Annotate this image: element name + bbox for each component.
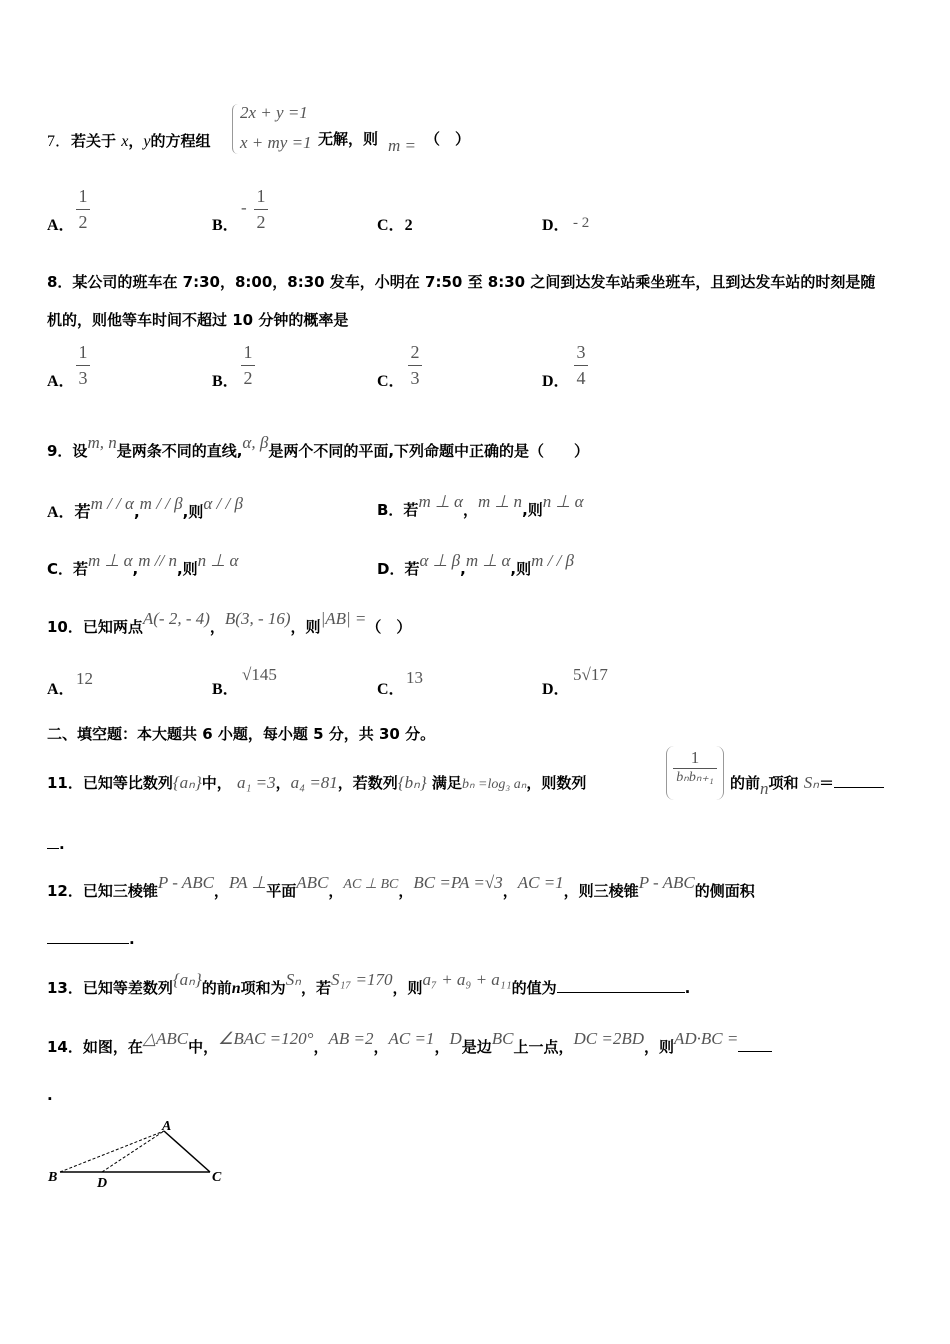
text: 满足: [431, 774, 462, 792]
text: .: [684, 979, 691, 997]
denominator: bₙbₙ₊₁: [676, 770, 714, 785]
math: {aₙ}: [172, 970, 202, 989]
text: ，则: [392, 979, 423, 997]
math: m ⊥ n: [477, 492, 523, 511]
text: 是边: [461, 1038, 492, 1056]
answer-blank[interactable]: [557, 992, 685, 993]
q11-tail: [730, 772, 884, 798]
math: n: [760, 779, 769, 798]
question-9: [47, 433, 590, 461]
math: D: [449, 1029, 462, 1048]
math: AC ⊥ BC: [343, 877, 399, 892]
text: 无解，则: [318, 130, 379, 148]
q9-option-b: B．若m ⊥ α，m ⊥ n,则n ⊥ α: [377, 492, 584, 519]
label-c: C: [212, 1170, 222, 1185]
math: P - ABC: [157, 873, 214, 892]
math: α, β: [242, 433, 269, 452]
question-12: 12．已知三棱锥P - ABC，PA ⊥平面ABC，AC ⊥ BC，BC =PA =√3，AC =1，则三棱锥P - ABC的侧面积: [47, 873, 755, 900]
option-label: D．: [542, 681, 570, 698]
text: 的前: [730, 774, 761, 792]
math: BC: [491, 1029, 514, 1048]
math: m ⊥ α: [418, 492, 463, 511]
option-label: B．: [212, 373, 239, 390]
text: 中，: [188, 1038, 219, 1056]
math: ABC: [296, 873, 329, 892]
fraction: [241, 342, 255, 389]
math: α ⊥ β: [419, 551, 461, 570]
var: y: [143, 133, 151, 150]
answer-blank[interactable]: [834, 787, 884, 788]
question-7: [47, 128, 211, 151]
option-label: C．: [377, 681, 405, 698]
text: 的值为: [511, 979, 557, 997]
math: m / / β: [531, 551, 575, 570]
option-value: 2: [404, 217, 413, 234]
text: ,则: [176, 560, 198, 578]
option-c: [377, 212, 413, 235]
math: S₁₇ =170: [330, 970, 393, 989]
text: .: [129, 930, 135, 948]
q9-option-c: C．若m ⊥ α,m // n,则n ⊥ α: [47, 551, 239, 578]
math: AC =1: [388, 1029, 435, 1048]
math: P - ABC: [638, 873, 695, 892]
option-label: A．: [47, 217, 75, 234]
equation-2: x + my =1: [240, 133, 312, 152]
math: bₙ =log₃ aₙ: [461, 777, 527, 792]
math: m / / α: [90, 494, 134, 513]
numerator: 2: [408, 342, 422, 366]
option-label: C．若: [47, 560, 89, 578]
text: 的方程组: [150, 132, 211, 150]
math: m // n: [138, 551, 177, 570]
text: 中，: [201, 774, 232, 792]
numerator: 3: [574, 342, 588, 366]
point-b: B(3, - 16): [224, 609, 291, 628]
math: △ABC: [142, 1029, 189, 1048]
var: x: [121, 133, 129, 150]
math: m =: [388, 136, 416, 155]
option-value: 5√17: [573, 665, 608, 684]
question-11: 11．已知等比数列{aₙ}中， a₁ =3，a₄ =81，若数列{bₙ} 满足bₙ =log₃ aₙ，则数列: [47, 773, 587, 792]
option-label: A．: [47, 681, 75, 698]
option-label: A．: [47, 373, 75, 390]
text: 12．已知三棱锥: [47, 882, 158, 900]
text: ，若数列: [337, 774, 398, 792]
text: ＝: [819, 774, 835, 792]
var: n: [231, 980, 241, 997]
denominator: 2: [78, 212, 88, 232]
q-number: 7．: [47, 133, 72, 150]
triangle-figure: [40, 1115, 240, 1195]
math: {bₙ}: [397, 773, 427, 792]
text: 14．如图，在: [47, 1038, 143, 1056]
text: ，: [128, 132, 144, 150]
text: .: [47, 1086, 53, 1104]
text: 是两条不同的直线,: [116, 442, 243, 460]
math: m ⊥ α: [88, 551, 133, 570]
math: Sₙ: [803, 773, 820, 792]
answer-blank[interactable]: [738, 1051, 772, 1052]
text: 若关于: [71, 132, 117, 150]
denominator: 3: [410, 368, 420, 388]
numerator: 1: [241, 342, 255, 366]
text: ,则: [182, 503, 204, 521]
fraction: [76, 186, 90, 233]
math: {aₙ}: [172, 773, 202, 792]
q11-end: [47, 835, 65, 853]
denominator: 3: [78, 368, 88, 388]
numerator: 1: [76, 186, 90, 210]
option-label: B．: [212, 217, 239, 234]
option-value: - 2: [573, 215, 590, 231]
math: n ⊥ α: [197, 551, 239, 570]
text: ，若: [300, 979, 331, 997]
fraction: [76, 342, 90, 389]
text: .: [59, 835, 65, 853]
option-label: D．若: [377, 560, 420, 578]
math: AD·BC =: [674, 1029, 739, 1048]
answer-paren: （ ）: [425, 130, 471, 148]
label-b: B: [48, 1170, 58, 1185]
math: AC =1: [517, 873, 564, 892]
math: m ⊥ α: [465, 551, 511, 570]
option-label: D．: [542, 217, 570, 234]
q12-end: [47, 930, 135, 948]
question-14: 14．如图，在△ABC中，∠BAC =120°，AB =2，AC =1，D是边BC上一点，DC =2BD，则AD·BC =: [47, 1036, 772, 1057]
math: PA ⊥: [228, 873, 267, 892]
numerator: 1: [673, 748, 717, 769]
option-label: C．: [377, 373, 405, 390]
text: 是两个不同的平面,下列命题中正确的是（ ）: [268, 442, 590, 460]
math: n ⊥ α: [542, 492, 584, 511]
text: 项和: [768, 774, 799, 792]
question-8-line-2: 机的，则他等车时间不超过 10 分钟的概率是: [47, 311, 349, 329]
question-8-line-1: 8．某公司的班车在 7:30，8:00，8:30 发车，小明在 7:50 至 8:30 之间到达发车站乘坐班车，且到达发车站的时刻是随: [47, 273, 876, 291]
text: 9．设: [47, 442, 88, 460]
answer-paren: （ ）: [366, 618, 412, 636]
question-13: [47, 970, 691, 998]
option-label: B．若: [377, 501, 419, 519]
section-heading: 二、填空题：本大题共 6 小题，每小题 5 分，共 30 分。: [47, 725, 436, 743]
text: ,则: [510, 560, 532, 578]
denominator: 2: [256, 212, 266, 232]
q9-option-a: A．若m / / α,m / / β,则α / / β: [47, 494, 243, 521]
math: m, n: [87, 433, 117, 452]
math: a₇ + a₉ + a₁₁: [422, 970, 512, 989]
q9-option-d: D．若α ⊥ β,m ⊥ α,则m / / β: [377, 551, 575, 578]
denominator: 2: [243, 368, 253, 388]
text: 11．已知等比数列: [47, 774, 173, 792]
segment-ac: [164, 1131, 210, 1172]
math: m / / β: [139, 494, 183, 513]
text: 上一点，: [513, 1038, 574, 1056]
text: 平面: [266, 882, 297, 900]
option-value: √145: [242, 665, 277, 684]
math: ∠BAC =120°: [218, 1029, 314, 1048]
numerator: 1: [76, 342, 90, 366]
fraction: [574, 342, 588, 389]
question-10: 10．已知两点A(- 2, - 4)，B(3, - 16)，则|AB| =（ ）: [47, 609, 412, 636]
text: ，则: [644, 1038, 675, 1056]
fraction: [254, 186, 268, 233]
text: 的侧面积: [694, 882, 755, 900]
text: ，则: [290, 618, 321, 636]
label-a: A: [162, 1119, 172, 1134]
text: 13．已知等差数列: [47, 979, 173, 997]
option-label: B．: [212, 681, 239, 698]
answer-blank[interactable]: [47, 848, 59, 849]
math: DC =2BD: [573, 1029, 644, 1048]
text: 项和为: [240, 979, 286, 997]
math: AB =2: [328, 1029, 374, 1048]
option-label: C．: [377, 217, 405, 234]
answer-blank[interactable]: [47, 943, 129, 944]
text: 的前: [201, 979, 232, 997]
option-value: 13: [406, 668, 423, 687]
numerator: 1: [254, 186, 268, 210]
label-d: D: [97, 1176, 108, 1191]
text: 10．已知两点: [47, 618, 143, 636]
text: ，则数列: [526, 774, 587, 792]
denominator: 4: [576, 368, 586, 388]
math: a₁ =3: [237, 773, 276, 792]
math: |AB| =: [320, 609, 367, 628]
sequence-brace: [666, 746, 724, 800]
minus-sign: -: [241, 198, 247, 217]
math: BC =PA =√3: [413, 873, 503, 892]
math: Sₙ: [285, 970, 301, 989]
math: a₄ =81: [290, 773, 338, 792]
option-label: D．: [542, 373, 570, 390]
equation-1: 2x + y =1: [240, 103, 308, 122]
text: ,则: [522, 501, 543, 519]
fraction: [408, 342, 422, 389]
option-value: 12: [76, 669, 93, 688]
point-a: A(- 2, - 4): [142, 609, 210, 628]
math: α / / β: [203, 494, 243, 513]
option-label: A．若: [47, 504, 91, 521]
text: ，则三棱锥: [563, 882, 639, 900]
